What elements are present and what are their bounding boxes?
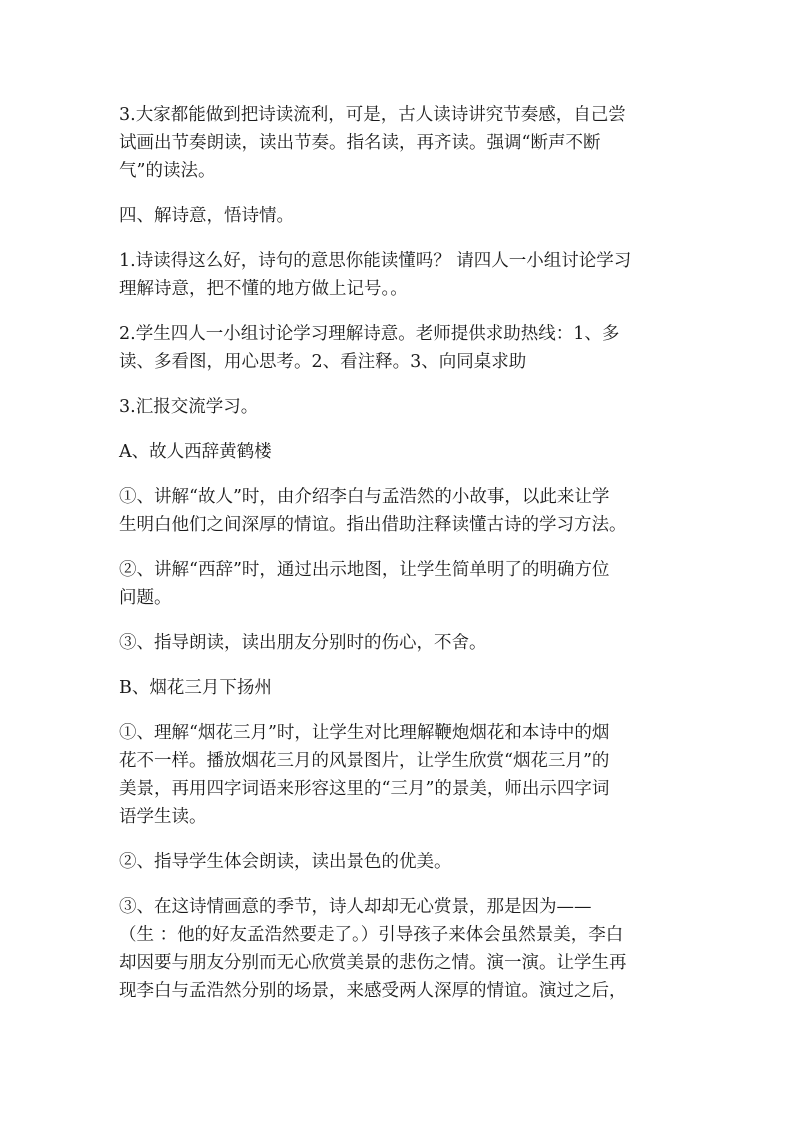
- paragraph: [119, 629, 679, 657]
- text-line: ②、指导学生体会朗读，读出景色的优美。: [119, 852, 452, 872]
- text-line: 3.汇报交流学习。: [119, 397, 259, 417]
- text-line: 试画出节奏朗读，读出节奏。指名读，再齐读。强调“断声不断: [119, 133, 601, 153]
- text-line: 3.大家都能做到把诗读流利，可是，古人读诗讲究节奏感，自己尝: [119, 105, 626, 125]
- text-line: （生 ：他的好友孟浩然要走了。）引导孩子来体会虽然景美，李白: [119, 925, 624, 945]
- text-line: 语学生读。: [119, 807, 207, 827]
- paragraph: [119, 247, 679, 303]
- text-line: 理解诗意，把不懂的地方做上记号。。: [119, 279, 408, 299]
- document-body: [119, 101, 679, 1022]
- paragraph: [119, 893, 679, 1005]
- paragraph: [119, 848, 679, 876]
- text-line: 气”的读法。: [119, 161, 216, 181]
- paragraph: [119, 101, 679, 185]
- paragraph: [119, 202, 679, 230]
- text-line: 花不一样。播放烟花三月的风景图片，让学生欣赏“烟花三月”的: [119, 751, 610, 771]
- paragraph: [119, 556, 679, 612]
- text-line: A、故人西辞黄鹤楼: [119, 442, 272, 462]
- text-line: B、烟花三月下扬州: [119, 678, 272, 698]
- text-line: 现李白与孟浩然分别的场景，来感受两人深厚的情谊。演过之后，: [119, 981, 627, 1001]
- paragraph: [119, 674, 679, 702]
- text-line: ②、讲解“西辞”时，通过出示地图，让学生简单明了的明确方位: [119, 560, 610, 580]
- paragraph: [119, 320, 679, 376]
- paragraph: [119, 438, 679, 466]
- paragraph: [119, 393, 679, 421]
- text-line: 四、解诗意，悟诗情。: [119, 206, 294, 226]
- text-line: 美景，再用四字词语来形容这里的“三月”的景美，师出示四字词: [119, 779, 610, 799]
- text-line: ③、指导朗读，读出朋友分别时的伤心，不舍。: [119, 633, 487, 653]
- text-line: 读、多看图，用心思考。2、看注释。3、向同桌求助: [119, 352, 527, 372]
- text-line: ①、理解“烟花三月”时，让学生对比理解鞭炮烟花和本诗中的烟: [119, 723, 610, 743]
- text-line: 生明白他们之间深厚的情谊。指出借助注释读懂古诗的学习方法。: [119, 515, 627, 535]
- paragraph: [119, 483, 679, 539]
- text-line: 问题。: [119, 588, 172, 608]
- text-line: ③、在这诗情画意的季节，诗人却却无心赏景，那是因为——: [119, 897, 592, 917]
- paragraph: [119, 719, 679, 831]
- text-line: 2.学生四人一小组讨论学习理解诗意。老师提供求助热线：1、多: [119, 324, 620, 344]
- text-line: 却因要与朋友分别而无心欣赏美景的悲伤之情。演一演。让学生再: [119, 953, 627, 973]
- text-line: ①、讲解“故人”时，由介绍李白与孟浩然的小故事，以此来让学: [119, 487, 610, 507]
- text-line: 1.诗读得这么好，诗句的意思你能读懂吗？ 请四人一小组讨论学习: [119, 251, 632, 271]
